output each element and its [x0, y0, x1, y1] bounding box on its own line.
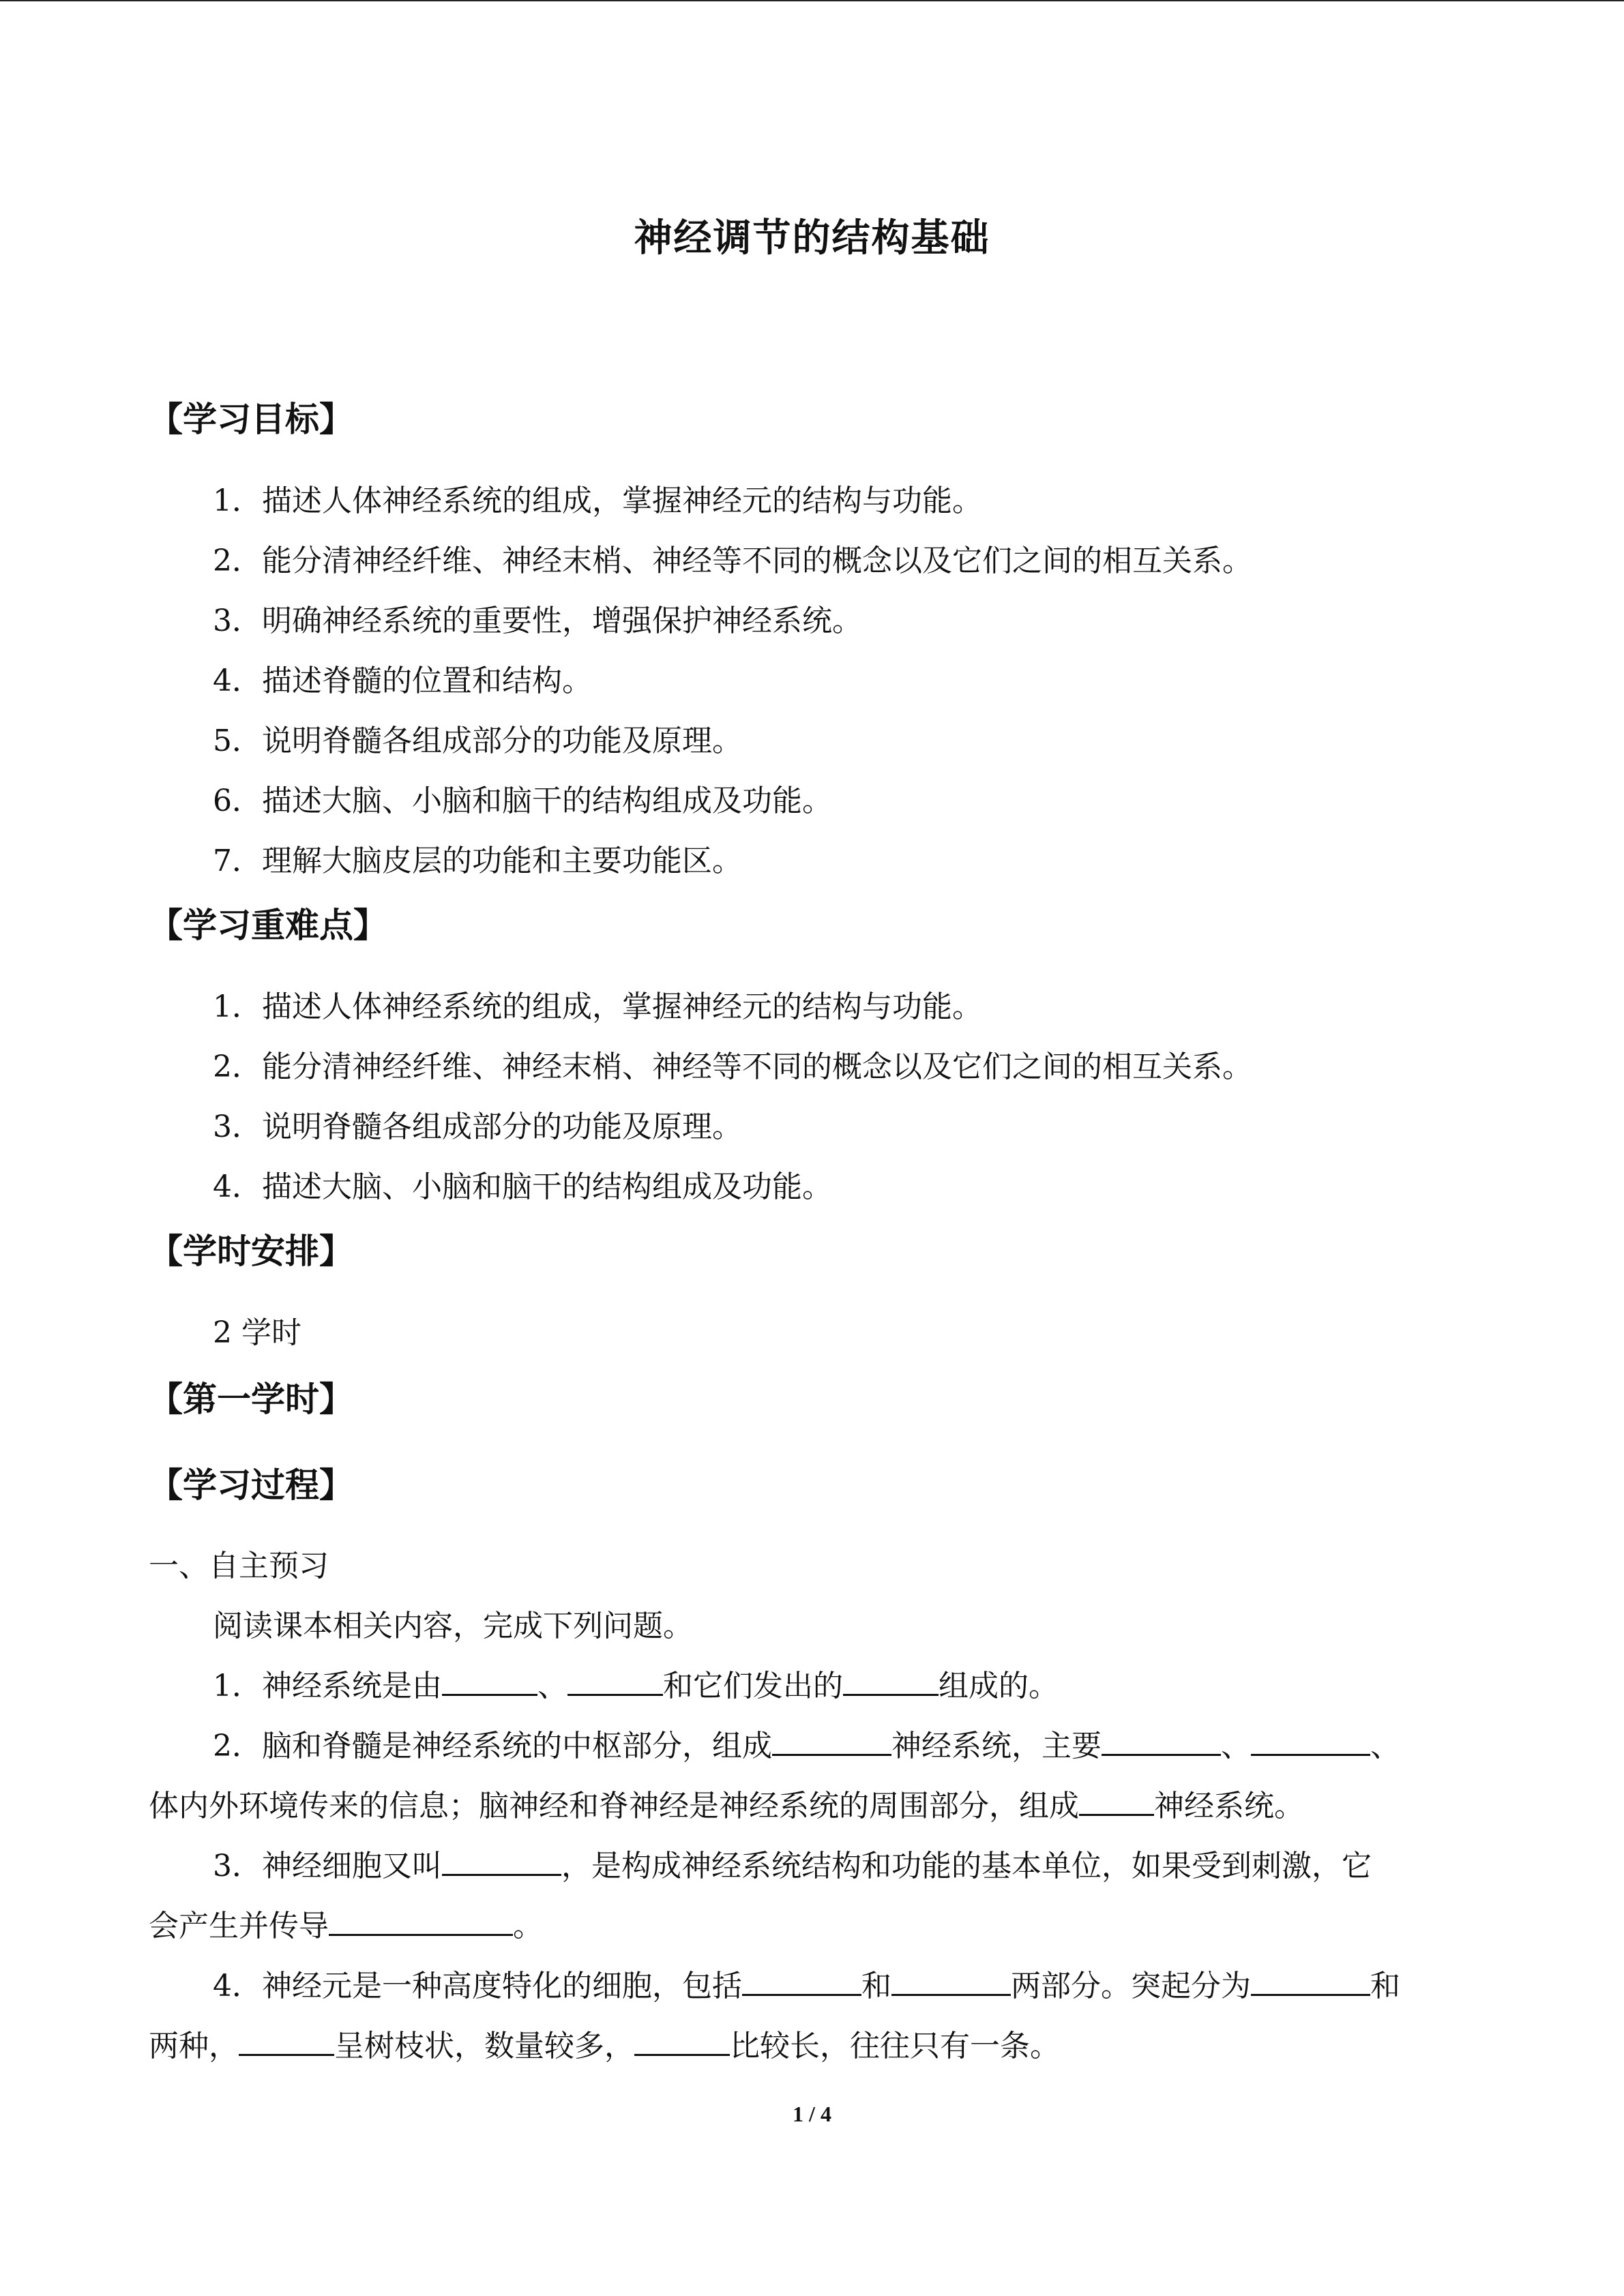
answer-blank[interactable]: [772, 1727, 891, 1756]
answer-blank[interactable]: [567, 1667, 663, 1696]
goal-item: 3．明确神经系统的重要性，增强保护神经系统。: [213, 603, 862, 638]
answer-blank[interactable]: [1251, 1727, 1370, 1756]
answer-blank[interactable]: [634, 2027, 730, 2056]
keypoint-item: 1．描述人体神经系统的组成，掌握神经元的结构与功能。: [213, 989, 982, 1024]
answer-blank[interactable]: [329, 1907, 513, 1936]
answer-blank[interactable]: [843, 1667, 939, 1696]
answer-blank[interactable]: [742, 1967, 861, 1996]
goal-item: 6．描述大脑、小脑和脑干的结构组成及功能。: [213, 784, 832, 818]
question-3-cont: 会产生并传导 。: [149, 1901, 543, 1945]
goal-item: 4．描述脊髓的位置和结构。: [213, 664, 592, 698]
instruction-text: 阅读课本相关内容，完成下列问题。: [213, 1609, 693, 1643]
keypoint-item: 3．说明脊髓各组成部分的功能及原理。: [213, 1109, 742, 1144]
goal-item: 7．理解大脑皮层的功能和主要功能区。: [213, 844, 742, 878]
schedule-text: 2 学时: [213, 1315, 301, 1350]
heading-keypoints: 【学习重难点】: [149, 906, 387, 945]
page-title: 神经调节的结构基础: [634, 216, 990, 260]
heading-first-period: 【第一学时】: [149, 1380, 353, 1419]
goal-item: 5．说明脊髓各组成部分的功能及原理。: [213, 724, 742, 758]
heading-goals: 【学习目标】: [149, 400, 353, 439]
heading-process: 【学习过程】: [149, 1465, 353, 1505]
question-4: 4．神经元是一种高度特化的细胞，包括 和 两部分。突起分为 和: [213, 1961, 1400, 2005]
keypoint-item: 2．能分清神经纤维、神经末梢、神经等不同的概念以及它们之间的相互关系。: [213, 1049, 1252, 1084]
answer-blank[interactable]: [442, 1667, 537, 1696]
top-border: [0, 0, 1624, 1]
question-4-cont: 两种， 呈树枝状，数量较多， 比较长，往往只有一条。: [149, 2021, 1060, 2065]
answer-blank[interactable]: [239, 2027, 334, 2056]
heading-schedule: 【学时安排】: [149, 1232, 353, 1271]
answer-blank[interactable]: [1102, 1727, 1221, 1756]
answer-blank[interactable]: [891, 1967, 1011, 1996]
keypoint-item: 4．描述大脑、小脑和脑干的结构组成及功能。: [213, 1169, 832, 1204]
goal-item: 2．能分清神经纤维、神经末梢、神经等不同的概念以及它们之间的相互关系。: [213, 543, 1252, 578]
answer-blank[interactable]: [1079, 1787, 1154, 1816]
question-3: 3．神经细胞又叫 ，是构成神经系统结构和功能的基本单位，如果受到刺激，它: [213, 1841, 1372, 1885]
subsection-title: 一、自主预习: [149, 1549, 329, 1583]
answer-blank[interactable]: [442, 1847, 561, 1876]
question-2: 2．脑和脊髓是神经系统的中枢部分，组成 神经系统，主要 、 、: [213, 1721, 1400, 1765]
question-1: 1．神经系统是由 、 和它们发出的 组成的。: [213, 1661, 1059, 1705]
answer-blank[interactable]: [1251, 1967, 1370, 1996]
page-number: 1 / 4: [793, 2102, 831, 2126]
question-2-cont: 体内外环境传来的信息；脑神经和脊神经是神经系统的周围部分，组成 神经系统。: [149, 1781, 1304, 1825]
goal-item: 1．描述人体神经系统的组成，掌握神经元的结构与功能。: [213, 483, 982, 518]
